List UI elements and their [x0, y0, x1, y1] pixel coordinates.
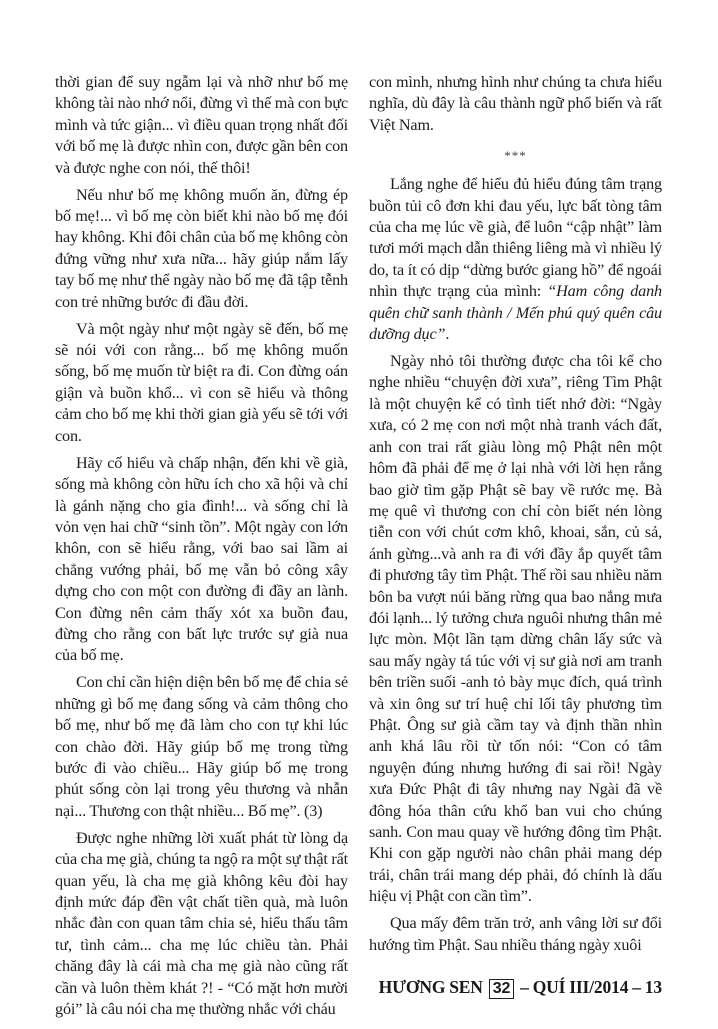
paragraph: Qua mấy đêm trăn trở, anh vâng lời sư đổi hướng tìm Phật. Sau nhiều tháng ngày xuôi [369, 914, 662, 954]
page-number: 13 [644, 976, 662, 997]
left-column [55, 72, 348, 1026]
italic-quote: “Ham công danh quên chữ sanh thành / Mến phú quý quên câu dưỡng dục” [369, 282, 662, 344]
issue-period: – QUÍ III/2014 – [520, 976, 641, 997]
paragraph: Được nghe những lời xuất phát từ lòng dạ của cha mẹ già, chúng ta ngộ ra một sự thật rất quan yếu, là cha mẹ già không kêu đòi hay định mức đáp đền vật chất tiền quà, mà luôn nhắc đàn con quan tâm chia sẻ, hiểu thấu tâm tư, tình cảm... cha mẹ lúc chiều tàn. Phải chăng đây là cái mà cha mẹ già nào cũng rất cần và luôn thèm khát ?! - “Có mặt hơn mười gói” là câu nói cha mẹ thường nhắc với cháu [55, 828, 348, 1019]
paragraph: Con chỉ cần hiện diện bên bố mẹ để chia sẻ những gì bố mẹ đang sống và cảm thông cho bố mẹ, như bố mẹ đã làm cho con tự khi lúc con chào đời. Hãy giúp bố mẹ trong từng bước đi vào chiều... Hãy giúp bố mẹ trong phút sống còn lại trong yêu thương và nhẫn nại... Thương con thật nhiều... Bố mẹ”. (3) [55, 673, 348, 820]
paragraph: con mình, nhưng hình như chúng ta chưa hiểu nghĩa, dù đây là câu thành ngữ phổ biến và rất Việt Nam. [369, 73, 662, 134]
paragraph: Ngày nhỏ tôi thường được cha tôi kể cho nghe nhiều “chuyện đời xưa”, riêng Tìm Phật là một chuyện kể có tình tiết nhớ đời: “Ngày xưa, có 2 mẹ con nơi một nhà tranh vách đất, anh con trai rất giàu lòng mộ Phật nên một hôm đã phải để mẹ ở lại nhà với lời hẹn rằng bao giờ tìm gặp Phật sẽ bay về rước mẹ. Bà mẹ quê vì thương con chỉ còn biết nén lòng tiễn con với chút cơm khô, khoai, sắn, củ sả, ánh gừng...và anh ra đi với đầy ắp quyết tâm đi phương tây tìm Phật. Thế rồi sau nhiều năm bôn ba vượt núi băng rừng qua bao nắng mưa đói lạnh... lý tưởng chưa nguôi nhưng thân mẻ lực mòn. Một lần tạm dừng chân lấy sức và sau mấy ngày tá túc với vị sư già nơi am tranh bên triền suối -anh tỏ bày mục đích, quá trình và xin ông sư trí huệ chỉ lối tây phương tìm Phật. Ông sư già cầm tay và định thần nhìn anh khá lâu rồi từ tốn nói: “Con có tâm nguyện đúng nhưng hướng đi sai rồi! Ngày xưa Đức Phật đi tây nhưng nay Ngài đã về đông hóa thân cứu khổ ban vui cho chúng sanh. Con mau quay về hướng đông tìm Phật. Khi con gặp người nào chân phải mang dép trái, chân trái mang dép phải, đó chính là dấu hiệu vị Phật con cần tìm”. [369, 352, 662, 906]
paragraph: Và một ngày như một ngày sẽ đến, bố mẹ sẽ nói với con rằng... bố mẹ không muốn sống, bố mẹ muốn từ biệt ra đi. Con đừng oán giận và buồn khổ... vì con sẽ hiểu và thông cảm cho bố mẹ khi thời gian già yếu sẽ tới với con. [55, 319, 348, 445]
paragraph: thời gian để suy ngẫm lại và nhỡ như bố mẹ không tài nào nhớ nổi, đừng vì thế mà con bực mình và tức giận... vì điều quan trọng nhất đối với bố mẹ là được nhìn con, được gần bên con và được nghe con nói, thế thôi! [55, 73, 348, 177]
paragraph: Hãy cố hiểu và chấp nhận, đến khi về già, sống mà không còn hữu ích cho xã hội và chỉ là gánh nặng cho gia đình!... và sống chỉ là vỏn vẹn hai chữ “sinh tồn”. Một ngày con lớn khôn, con sẽ hiểu rằng, với bao sai lầm ai chẳng vướng phải, bố mẹ vẫn bỏ công xây dựng cho con một con đường đi đầy an lành. Con đừng nên cảm thấy xót xa buồn đau, đừng cho rằng con bất lực trước sự già nua của bố mẹ. [55, 453, 348, 665]
page-footer [379, 976, 662, 999]
issue-number-badge: 32 [489, 979, 515, 999]
right-column [369, 72, 662, 1029]
paragraph [369, 174, 662, 345]
section-separator: *** [504, 147, 527, 163]
paragraph: Nếu như bố mẹ không muốn ăn, đừng ép bố mẹ!... vì bố mẹ còn biết khi nào bố mẹ đói hay không. Khi đôi chân của bố mẹ không còn đứng vững như xưa nữa... hãy giúp nắm lấy tay bố mẹ như thể ngày nào bố mẹ đã tập tễnh con trẻ những bước đi đầu đời. [55, 185, 348, 311]
paragraph-end: . [445, 325, 450, 344]
magazine-title: HƯƠNG SEN [378, 976, 483, 997]
paragraph-text: Lắng nghe để hiểu đủ hiểu đúng tâm trạng buồn tủi cô đơn khi đau yếu, lực bất tòng tâm của cha mẹ lúc về già, để luôn “cập nhật” làm tươi mới mạch dẫn thiêng liêng mà vì nhiều lý do, ta ít có dịp “dừng bước giang hồ” để ngoái nhìn thực trạng của mình: [369, 175, 662, 301]
